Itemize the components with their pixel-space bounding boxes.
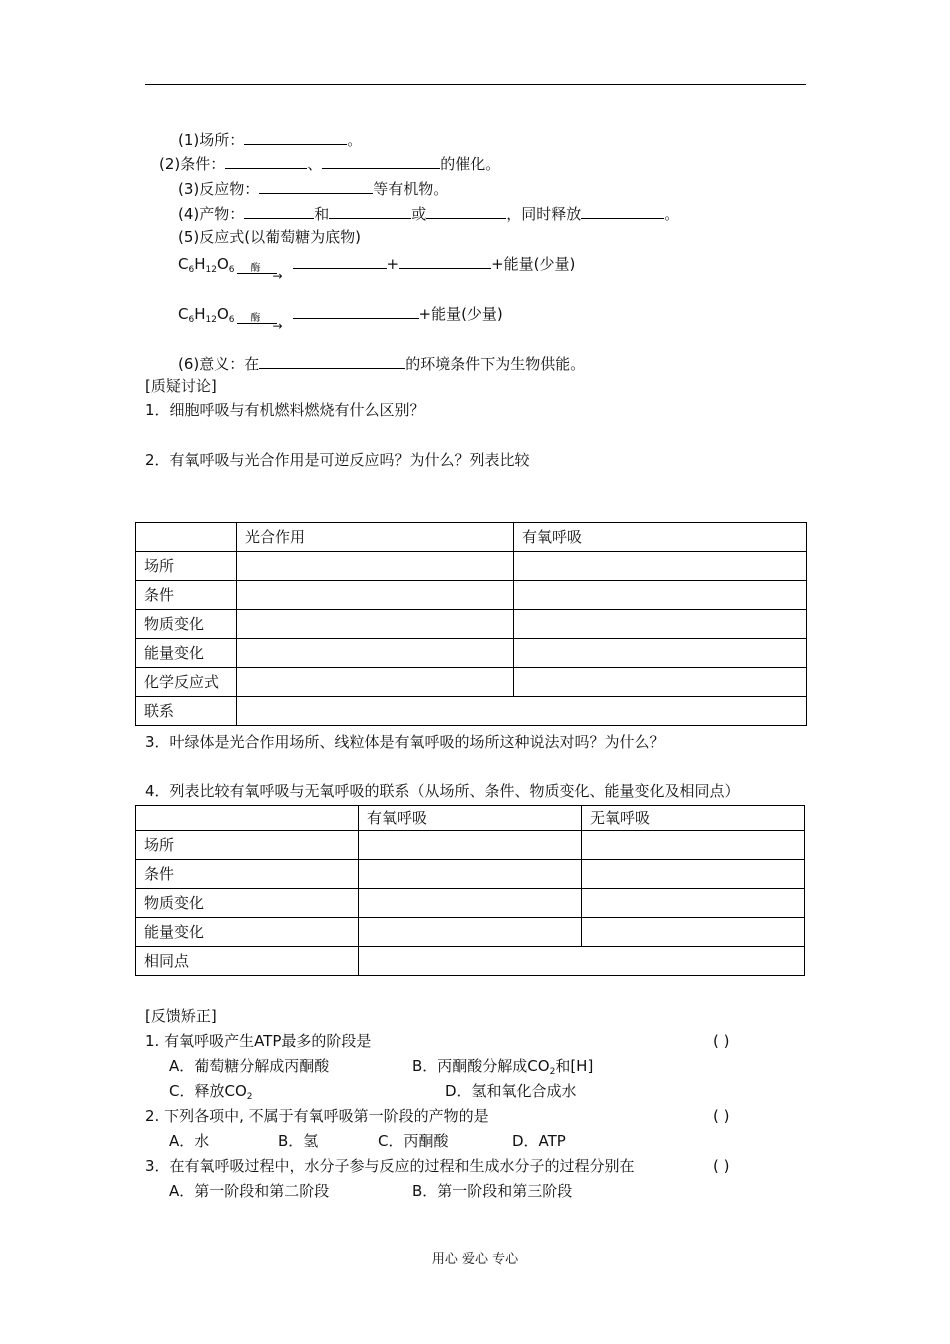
option-d: D．氢和氧化合成水: [445, 1082, 577, 1100]
line-suffix: 。: [347, 131, 363, 149]
row-label: 能量变化: [136, 639, 237, 668]
line-connector: ，同时释放: [506, 205, 582, 223]
equation-2: [178, 302, 503, 333]
answer-parens[interactable]: ( ): [713, 1107, 730, 1125]
discussion-q1: 1．细胞呼吸与有机燃料燃烧有什么区别？: [145, 401, 425, 419]
answer-cell[interactable]: [582, 918, 805, 947]
line-label: (1)场所：: [178, 131, 245, 149]
formula-glucose: $C_6H_{12}O_6$: [178, 255, 235, 275]
line-suffix: 。: [664, 205, 680, 223]
line-reactant: [178, 177, 448, 199]
table-row: [136, 831, 805, 860]
equation-1: [178, 252, 576, 283]
line-equation-title: (5)反应式(以葡萄糖为底物): [178, 228, 361, 246]
answer-blank[interactable]: [322, 152, 440, 169]
answer-blank[interactable]: [244, 202, 314, 219]
table-header-row: [136, 523, 807, 552]
line-separator: 、: [307, 155, 323, 173]
row-label: 场所: [136, 831, 359, 860]
table-row: [136, 581, 807, 610]
line-significance: [178, 352, 585, 374]
answer-cell[interactable]: [582, 831, 805, 860]
feedback-q1-stem: 1. 有氧呼吸产生ATP最多的阶段是: [145, 1032, 372, 1050]
row-label: 条件: [136, 581, 237, 610]
answer-blank[interactable]: [329, 202, 411, 219]
page-footer: 用心 爱心 专心: [431, 1252, 519, 1267]
answer-cell[interactable]: [237, 668, 514, 697]
answer-blank[interactable]: [399, 252, 491, 269]
row-label: 联系: [136, 697, 237, 726]
row-label: 物质变化: [136, 610, 237, 639]
comparison-table-respiration: [135, 805, 805, 976]
option-c: C．丙酮酸: [378, 1132, 449, 1150]
feedback-heading: [反馈矫正]: [145, 1007, 217, 1025]
plus-sign: +: [386, 255, 400, 273]
line-suffix: 等有机物。: [373, 180, 449, 198]
line-suffix: 的催化。: [440, 155, 501, 173]
row-label: 物质变化: [136, 889, 359, 918]
answer-cell[interactable]: [359, 918, 582, 947]
answer-blank[interactable]: [293, 302, 419, 319]
answer-cell[interactable]: [237, 610, 514, 639]
row-label: 相同点: [136, 947, 359, 976]
line-product: [178, 202, 679, 224]
table-row: [136, 860, 805, 889]
line-label: (4)产物：: [178, 205, 245, 223]
table-row: [136, 947, 805, 976]
table-header-cell: 无氧呼吸: [582, 806, 805, 831]
answer-cell[interactable]: [237, 639, 514, 668]
discussion-q3: 3．叶绿体是光合作用场所、线粒体是有氧呼吸的场所这种说法对吗？为什么？: [145, 733, 665, 751]
row-label: 场所: [136, 552, 237, 581]
table-row: [136, 552, 807, 581]
answer-cell[interactable]: [582, 889, 805, 918]
answer-cell[interactable]: [237, 552, 514, 581]
header-rule: [145, 84, 806, 85]
line-condition: [159, 152, 500, 174]
feedback-q3-stem: 3．在有氧呼吸过程中，水分子参与反应的过程和生成水分子的过程分别在: [145, 1157, 635, 1175]
answer-cell[interactable]: [237, 697, 807, 726]
answer-blank[interactable]: [581, 202, 664, 219]
line-label: (6)意义：在: [178, 355, 260, 373]
comparison-table-photosynthesis: [135, 522, 807, 726]
answer-cell[interactable]: [359, 860, 582, 889]
table-row: [136, 889, 805, 918]
option-d: D．ATP: [512, 1132, 566, 1150]
answer-parens[interactable]: ( ): [713, 1032, 730, 1050]
row-label: 能量变化: [136, 918, 359, 947]
table-row: [136, 610, 807, 639]
reaction-arrow-icon: 酶 →: [235, 252, 283, 272]
discussion-q2: 2．有氧呼吸与光合作用是可逆反应吗？为什么？列表比较: [145, 451, 530, 469]
table-header-cell: 有氧呼吸: [514, 523, 807, 552]
option-b: B．第一阶段和第三阶段: [412, 1182, 573, 1200]
option-b: B．氢: [278, 1132, 319, 1150]
answer-cell[interactable]: [237, 581, 514, 610]
table-row: [136, 668, 807, 697]
table-header-cell: [136, 523, 237, 552]
discussion-heading: [质疑讨论]: [145, 377, 217, 395]
option-a: A．水: [169, 1132, 210, 1150]
table-row: [136, 639, 807, 668]
row-label: 化学反应式: [136, 668, 237, 697]
table-header-cell: 有氧呼吸: [359, 806, 582, 831]
answer-blank[interactable]: [426, 202, 506, 219]
answer-cell[interactable]: [359, 889, 582, 918]
answer-cell[interactable]: [359, 831, 582, 860]
energy-term: +能量(少量): [418, 305, 503, 323]
discussion-q4: 4．列表比较有氧呼吸与无氧呼吸的联系（从场所、条件、物质变化、能量变化及相同点）: [145, 782, 740, 800]
option-c: C．释放$CO_2$: [169, 1082, 253, 1102]
line-label: (3)反应物：: [178, 180, 260, 198]
option-a: A．葡萄糖分解成丙酮酸: [169, 1057, 330, 1075]
answer-cell[interactable]: [582, 860, 805, 889]
reaction-arrow-icon: 酶 →: [235, 302, 283, 322]
answer-blank[interactable]: [259, 352, 405, 369]
table-header-cell: 光合作用: [237, 523, 514, 552]
table-row: [136, 697, 807, 726]
answer-cell[interactable]: [514, 639, 807, 668]
line-label: (2)条件：: [159, 155, 226, 173]
answer-cell[interactable]: [514, 668, 807, 697]
answer-parens[interactable]: ( ): [713, 1157, 730, 1175]
line-connector: 或: [411, 205, 427, 223]
answer-cell[interactable]: [514, 581, 807, 610]
row-label: 条件: [136, 860, 359, 889]
formula-glucose: $C_6H_{12}O_6$: [178, 305, 235, 325]
feedback-q2-stem: 2. 下列各项中, 不属于有氧呼吸第一阶段的产物的是: [145, 1107, 489, 1125]
answer-cell[interactable]: [359, 947, 805, 976]
option-b: B．丙酮酸分解成$CO_2$和[H]: [412, 1057, 594, 1077]
answer-blank[interactable]: [225, 152, 307, 169]
line-suffix: 的环境条件下为生物供能。: [405, 355, 586, 373]
answer-blank[interactable]: [259, 177, 373, 194]
answer-blank[interactable]: [293, 252, 387, 269]
line-connector: 和: [314, 205, 330, 223]
answer-cell[interactable]: [514, 552, 807, 581]
table-header-row: [136, 806, 805, 831]
line-location: [178, 128, 362, 150]
table-row: [136, 918, 805, 947]
table-header-cell: [136, 806, 359, 831]
answer-blank[interactable]: [244, 128, 347, 145]
option-a: A．第一阶段和第二阶段: [169, 1182, 330, 1200]
energy-term: +能量(少量): [491, 255, 576, 273]
answer-cell[interactable]: [514, 610, 807, 639]
